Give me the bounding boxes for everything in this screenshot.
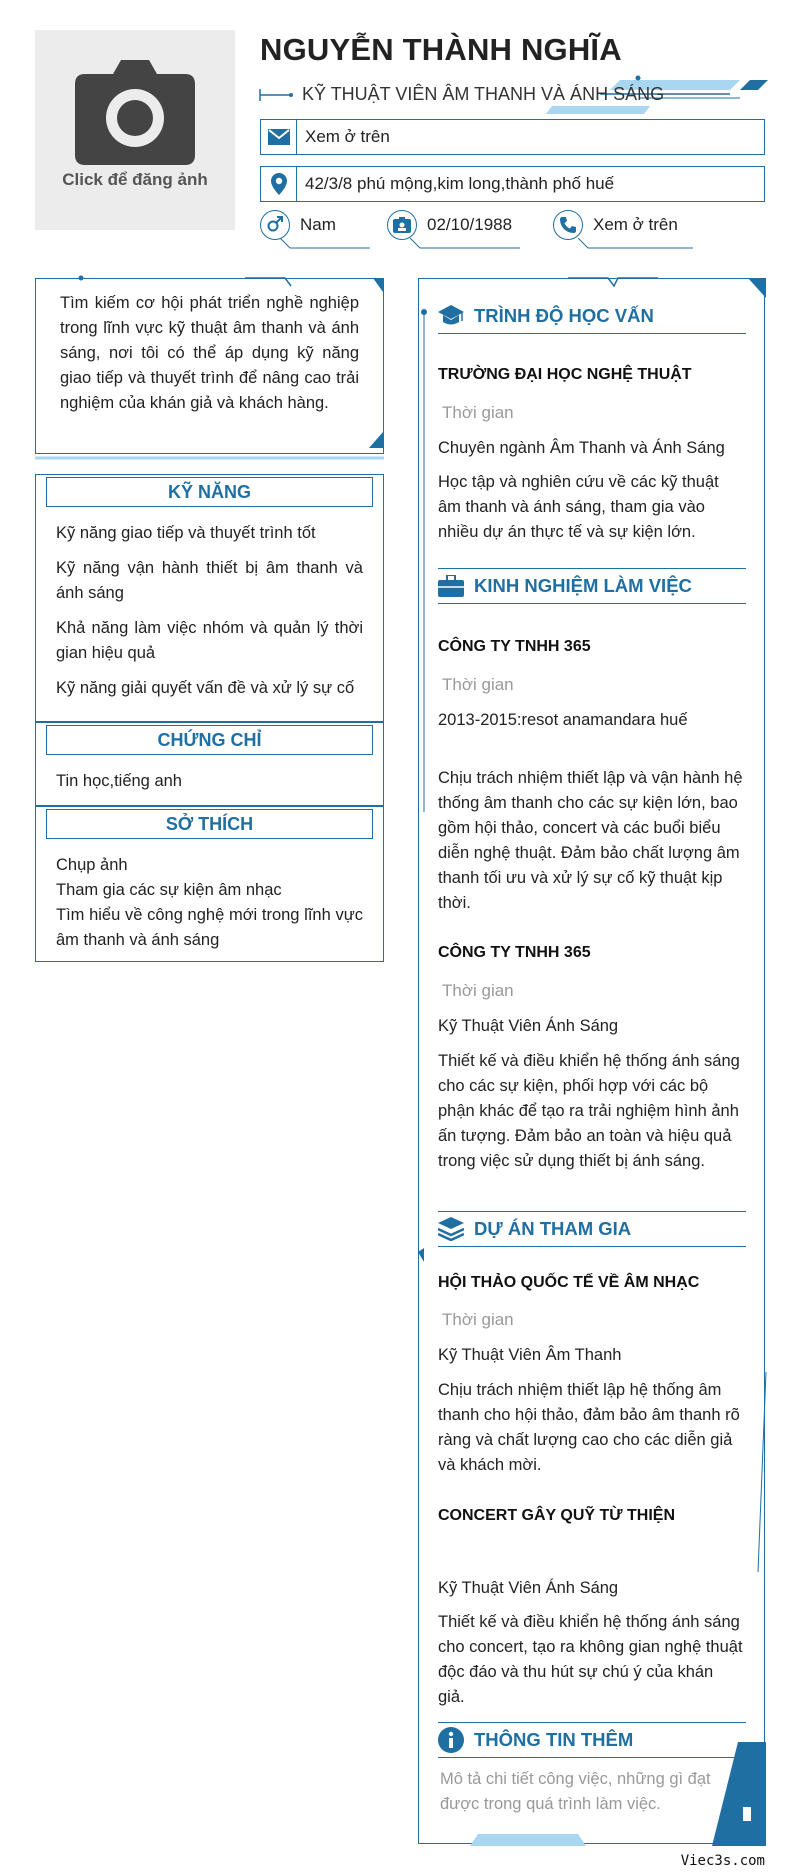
- camera-icon: [75, 60, 195, 165]
- gender-value: Nam: [300, 215, 336, 234]
- info-icon: [438, 1727, 464, 1753]
- certificates-section: [35, 722, 384, 806]
- email-field[interactable]: [260, 119, 765, 155]
- job-description: Thiết kế và điều khiển hệ thống ánh sáng cho các sự kiện, phối hợp với các bộ phận khác để tạo ra trải nghiệm hình ảnh ấn tượng. Đảm bảo an toàn và hiệu quả trong việc sử dụng thiết bị ánh sáng.: [438, 1052, 740, 1170]
- hobby-item: Tham gia các sự kiện âm nhạc: [56, 881, 282, 899]
- phone-icon: [553, 210, 583, 240]
- additional-info-heading: [438, 1722, 746, 1758]
- project-role: Kỹ Thuật Viên Âm Thanh: [438, 1346, 622, 1364]
- layers-icon: [438, 1217, 464, 1241]
- avatar-upload[interactable]: [35, 30, 235, 230]
- skill-item: Kỹ năng giải quyết vấn đề và xử lý sự cố: [56, 679, 355, 697]
- project-name: CONCERT GÂY QUỸ TỪ THIỆN: [438, 1507, 675, 1524]
- candidate-name: NGUYỄN THÀNH NGHĨA: [260, 32, 622, 67]
- education-heading: [438, 298, 746, 334]
- project-name: HỘI THẢO QUỐC TẾ VỀ ÂM NHẠC: [438, 1274, 700, 1291]
- gender-field[interactable]: [260, 210, 336, 240]
- project-description: Thiết kế và điều khiển hệ thống ánh sáng cho concert, tạo ra không gian nghệ thuật độc đáo và thu hút sự chú ý của khán giả.: [438, 1613, 743, 1706]
- company-name: CÔNG TY TNHH 365: [438, 944, 591, 961]
- footer-watermark: Viec3s.com: [680, 1853, 765, 1869]
- projects-title: DỰ ÁN THAM GIA: [474, 1218, 632, 1239]
- address-value: 42/3/8 phú mộng,kim long,thành phố huế: [305, 174, 615, 193]
- phone-value: Xem ở trên: [593, 215, 678, 234]
- birthday-underline: [410, 238, 520, 252]
- job-position: Kỹ Thuật Viên Ánh Sáng: [438, 1017, 619, 1035]
- skill-item: Khả năng làm việc nhóm và quản lý thời gian hiệu quả: [56, 619, 363, 662]
- certificates-heading: CHỨNG CHỈ: [46, 725, 373, 755]
- phone-underline: [578, 238, 693, 252]
- phone-field[interactable]: [553, 210, 678, 240]
- experience-heading: [438, 568, 746, 604]
- hobbies-section: [35, 806, 384, 962]
- education-description: Học tập và nghiên cứu về các kỹ thuật âm thanh và ánh sáng, tham gia vào nhiều dự án thực tế và sự kiện lớn.: [438, 473, 719, 541]
- company-name: CÔNG TY TNHH 365: [438, 638, 591, 655]
- photo-upload-label: Click để đăng ảnh: [62, 170, 208, 189]
- education-title: TRÌNH ĐỘ HỌC VẤN: [474, 304, 654, 326]
- location-pin-icon: [261, 167, 297, 201]
- additional-info-input[interactable]: Mô tả chi tiết công việc, những gì đạt được trong quá trình làm việc.: [440, 1770, 711, 1813]
- title-line-icon: [259, 88, 295, 102]
- objective-frame-decoration: [35, 272, 384, 462]
- gender-underline: [280, 238, 370, 252]
- address-field[interactable]: [260, 166, 765, 202]
- certificate-item: Tin học,tiếng anh: [56, 772, 182, 790]
- envelope-icon: [261, 120, 297, 154]
- skill-item: Kỹ năng vận hành thiết bị âm thanh và ánh sáng: [56, 559, 363, 602]
- education-time: Thời gian: [442, 403, 514, 422]
- project-time: Thời gian: [442, 1310, 514, 1329]
- email-value: Xem ở trên: [305, 127, 390, 146]
- experience-title: KINH NGHIỆM LÀM VIỆC: [474, 575, 692, 596]
- skills-heading: KỸ NĂNG: [46, 477, 373, 507]
- job-time: Thời gian: [442, 981, 514, 1000]
- hobbies-heading: SỞ THÍCH: [46, 809, 373, 839]
- id-card-icon: [387, 210, 417, 240]
- gender-icon: [260, 210, 290, 240]
- skill-item: Kỹ năng giao tiếp và thuyết trình tốt: [56, 524, 316, 542]
- projects-heading: [438, 1211, 746, 1247]
- project-description: Chịu trách nhiệm thiết lập hệ thống âm thanh cho hội thảo, đảm bảo âm thanh rõ ràng và chất lượng cao cho các diễn giả và khách mời.: [438, 1381, 740, 1474]
- school-name: TRƯỜNG ĐẠI HỌC NGHỆ THUẬT: [438, 366, 692, 383]
- skills-section: [35, 474, 384, 722]
- hobby-item: Chụp ảnh: [56, 856, 128, 874]
- project-role: Kỹ Thuật Viên Ánh Sáng: [438, 1579, 619, 1597]
- birthday-value: 02/10/1988: [427, 215, 513, 234]
- briefcase-icon: [438, 575, 464, 597]
- job-title: KỸ THUẬT VIÊN ÂM THANH VÀ ÁNH SÁNG: [302, 84, 665, 104]
- graduation-cap-icon: [438, 305, 464, 327]
- objective-text: Tìm kiếm cơ hội phát triển nghề nghiệp trong lĩnh vực kỹ thuật âm thanh và ánh sáng, nơi tôi có thể áp dụng kỹ năng giao tiếp và thuyết trình để nâng cao trải nghiệm của khán giả và khách hàng.: [60, 294, 359, 412]
- additional-info-title: THÔNG TIN THÊM: [474, 1729, 634, 1750]
- job-position: 2013-2015:resot anamandara huế: [438, 711, 688, 729]
- education-major: Chuyên ngành Âm Thanh và Ánh Sáng: [438, 439, 725, 457]
- job-description: Chịu trách nhiệm thiết lập và vận hành hệ thống âm thanh cho các sự kiện lớn, bao gồm hội thảo, concert và các buổi biểu diễn nghệ thuật. Đảm bảo chất lượng âm thanh tối ưu và xử lý sự cố kỹ thuật kịp thời.: [438, 769, 743, 912]
- job-time: Thời gian: [442, 675, 514, 694]
- birthday-field[interactable]: [387, 210, 512, 240]
- hobby-item: Tìm hiểu về công nghệ mới trong lĩnh vực âm thanh và ánh sáng: [56, 906, 363, 949]
